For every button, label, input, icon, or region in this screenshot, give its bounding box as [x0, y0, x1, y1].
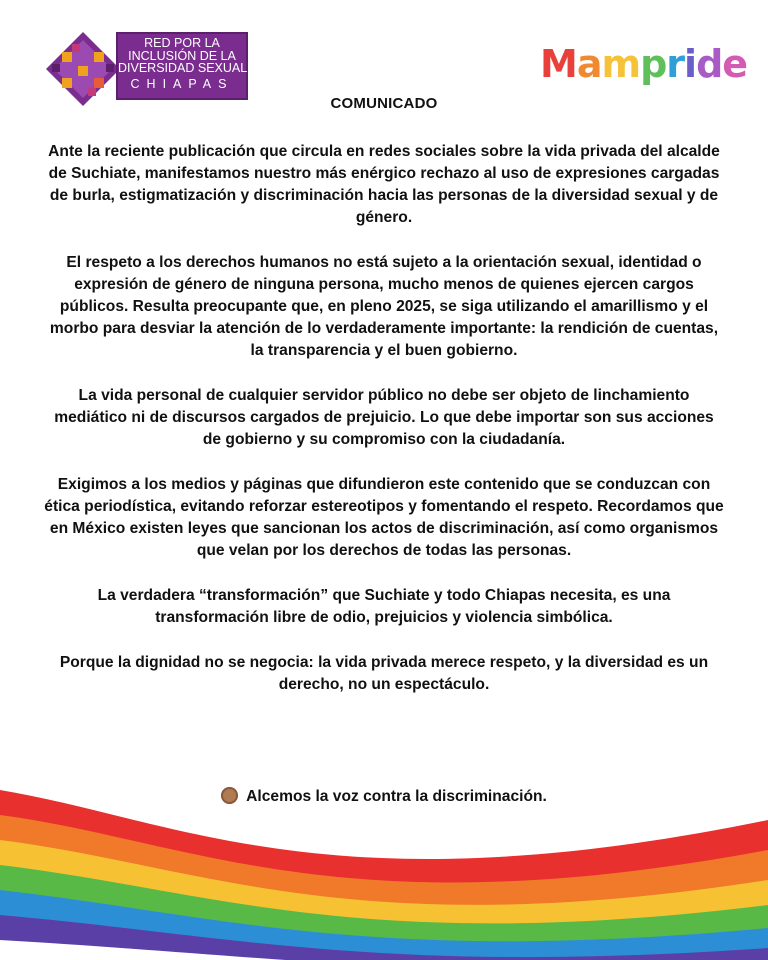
closing-line	[0, 786, 768, 808]
logo-line-4: CHIAPAS	[130, 76, 234, 91]
document-body	[44, 141, 724, 719]
mampride-letter: a	[576, 42, 602, 86]
mampride-letter: e	[722, 42, 748, 86]
paragraph-6: Porque la dignidad no se negocia: la vida privada merece respeto, y la diversidad es un derecho, no un espectáculo.	[59, 654, 709, 693]
logo-line-1: RED POR LA	[144, 36, 220, 50]
mampride-letter: p	[640, 42, 667, 86]
paragraph-2: El respeto a los derechos humanos no está sujeto a la orientación sexual, identidad o expresión de género de ninguna persona, mucho menos de quienes ejercen cargos públicos. Resulta preocupante que, en pleno 2025, se siga utilizando el amarillismo y el morbo para desviar la atención de lo verdaderamente importante: la rendición de cuentas, la transparencia y el buen gobierno.	[49, 254, 719, 359]
mampride-logo	[540, 42, 746, 88]
paragraph-5: La verdadera “transformación” que Suchiate y todo Chiapas necesita, es una transformación libre de odio, prejuicios y violencia simbólica.	[97, 587, 671, 626]
paragraph-1: Ante la reciente publicación que circula en redes sociales sobre la vida privada del alcalde de Suchiate, manifestamos nuestro más enérgico rechazo al uso de expresiones cargadas de burla, estigmatización y discriminación hacia las personas de la diversidad sexual y de género.	[48, 143, 720, 226]
paragraph-3: La vida personal de cualquier servidor público no debe ser objeto de linchamiento mediático ni de discursos cargados de prejuicio. Lo que debe importar son sus acciones de gobierno y su compromiso con la ciudadanía.	[54, 387, 714, 448]
document-title: COMUNICADO	[330, 95, 438, 112]
mampride-letter: i	[684, 42, 697, 86]
logo-line-2: INCLUSIÓN DE LA	[128, 48, 236, 63]
paragraph-4: Exigimos a los medios y páginas que difundieron este contenido que se conduzcan con ética periodística, evitando reforzar estereotipos y fomentando el respeto. Recordamos que en México existen leyes que sancionan los actos de discriminación, así como organismos que velan por los derechos de todas las personas.	[44, 476, 724, 559]
mampride-letter: d	[696, 42, 723, 86]
closing-text: Alcemos la voz contra la discriminación.	[246, 788, 547, 805]
mampride-letter: M	[540, 42, 577, 86]
raised-hand-icon	[221, 787, 238, 804]
logo-text-box	[116, 32, 248, 100]
logo-line-3: DIVERSIDAD SEXUAL	[118, 61, 248, 75]
mampride-letter: r	[666, 42, 685, 86]
mampride-letter: m	[601, 42, 641, 86]
